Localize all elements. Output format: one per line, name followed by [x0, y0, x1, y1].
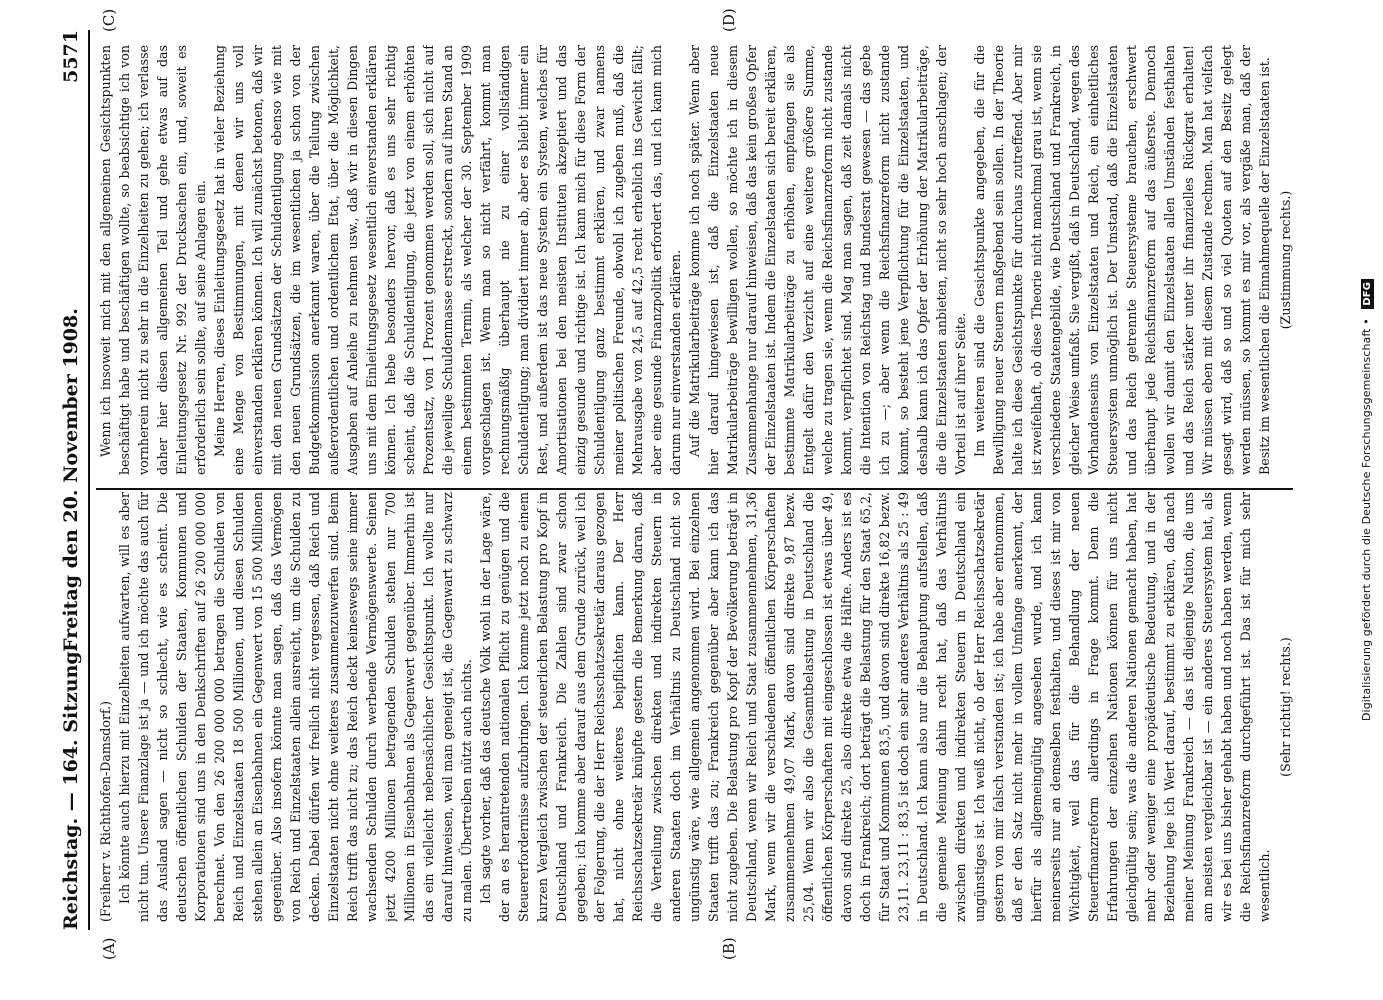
header-date: Freitag den 20. November 1908. [60, 308, 82, 652]
left-column [96, 492, 1293, 922]
paragraph: Wenn ich insoweit mich mit den allgemeinen Gesichtspunkten beschäftigt habe und beschäftigen wollte, so beabsichtige ich von vornherein nicht zu sehr in die Einzelheiten zu gehen; ich verlasse daher hier diesen allgemeinen Teil und gehe etwas auf das Einleitungsgesetz Nr. 992 der Drucksachen ein, und, soweit es erforderlich sein sollte, auf seine Anlagen ein. [98, 45, 208, 475]
margin-marker-a: (A) [100, 937, 118, 960]
margin-marker-d: (D) [720, 8, 738, 32]
paragraph: Im weiteren sind die Gesichtspunkte angegeben, die für die Bewilligung neuer Steuern maßgebend sein sollen. In der Theorie halte ich diese Gesichtspunkte für durchaus zutreffend. Aber mir ist zweifelhaft, ob diese Theorie nicht manchmal grau ist, wenn sie verschiedene Staatengebilde, wie Deutschland und Frankreich, in gleicher Weise umfaßt. Sie vergißt, daß in Deutschland, wegen des Vorhandenseins von Einzelstaaten und Reich, ein einheitliches Steuersystem unmöglich ist. Der Umstand, daß die Einzelstaaten und das Reich getrennte Steuersysteme brauchen, erschwert überhaupt jede Reichsfinanzreform auf das äußerste. Dennoch wollen wir damit den Einzelstaaten allen Umständen festhalten und das Reich stärker unter ihr finanzielles Rückgrat erhalten! Wir müssen eben mit diesem Zustande rechnen. Man hat vielfach gesagt wird, daß so und so viel Quoten auf den Besitz gelegt werden müssen, so kommt es mir vor, als vergäße man, daß der Besitz im wesentlichen die Einnahmequelle der Einzelstaaten ist. [972, 45, 1272, 475]
header-page-number: 5571 [60, 30, 82, 83]
header-rule [88, 30, 90, 930]
credit-text: Digitalisierung gefördert durch die Deutsche Forschungsgemeinschaft • [1360, 318, 1373, 722]
margin-marker-c: (C) [100, 8, 118, 32]
column-divider [96, 488, 1293, 490]
header-session: Reichstag. — 164. Sitzung. [60, 644, 82, 930]
paragraph: Ich sagte vorher, daß das deutsche Volk wohl in der Lage wäre, der an es herantretenden nationalen Pflicht zu genügen und die Steuererfordernisse aufzubringen. Ich komme jetzt noch zu einem kurzen Vergleich zwischen der steuerlichen Belastung pro Kopf in Deutschland und Frankreich. Die Zahlen sind zwar schon gegeben; ich komme aber darauf aus dem Grunde zurück, weil ich der Folgerung, die der Herr Reichsschatzsekretär daraus gezogen hat, nicht ohne weiteres beipflichten kann. Der Herr Reichsschatzsekretär knüpfte gestern die Bemerkung daran, daß die Verteilung zwischen direkten und indirekten Steuern in anderen Staaten doch im Verhältnis zu Deutschland nicht so ungünstig wäre, wie allgemein angenommen wird. Bei einzelnen Staaten trifft das zu; Frankreich gegenüber aber kann ich das nicht zugeben. Die Belastung pro Kopf der Bevölkerung beträgt in Deutschland, wenn wir Reich und Staat zusammennehmen, 31,36 Mark, wenn wir die verschiedenen öffentlichen Körperschaften zusammennehmen 49,07 Mark, davon sind direkte 9,87 bezw. 25,04. Wenn wir also die Gesamtbelastung in Deutschland die öffentlichen Körperschaften mit eingeschlossen ist etwas über 49, davon sind direkte 25, also direkte etwa die Hälfte. Anders ist es doch in Frankreich; dort beträgt die Belastung für den Staat 65,2, für Staat und Kommunen 83,5, und davon sind direkte 16,82 bezw. 23,11. 23,11 : 83,5 ist doch ein sehr anderes Verhältnis als 25 : 49 in Deutschland. Ich kann also nur die Behauptung aufstellen, daß die gemeine Meinung dahin recht hat, daß das Verhältnis zwischen direkten und indirekten Steuern in Deutschland ein ungünstiges ist. Ich weiß nicht, ob der Herr Reichsschatzsekretär gestern von mir falsch verstanden ist; ich habe aber entnommen, daß er den Satz nicht mehr in vollem Umfange anerkennt, der hierfür als allgemeingültig angesehen wurde, und ich kann meinerseits nur an demselben festhalten, und dieses ist mir von Wichtigkeit, weil das für die Behandlung der neuen Steuerfinanzreform allerdings in Frage kommt. Denn die Erfahrungen der einzelnen Nationen können für uns nicht gleichgültig sein; was die anderen Nationen gemacht haben, hat mehr oder weniger eine propädeutische Bedeutung, und in der Beziehung lege ich Wert darauf, bestimmt zu erklären, daß nach meiner Meinung Frankreich — das ist diejenige Nation, die uns am meisten vergleichbar ist — ein anderes Steuersystem hat, als wir es bei uns bisher gehabt haben und noch haben werden, wenn die Reichsfinanzreform durchgeführt ist. Das ist für mich sehr wesentlich. [478, 492, 1272, 922]
applause-note: (Sehr richtig! rechts.) [1278, 637, 1293, 777]
paragraph: Meine Herren, dieses Einleitungsgesetz hat in vieler Beziehung eine Menge von Bestimmungen, mit denen wir uns voll einverstanden erklären können. Ich will zunächst betonen, daß wir mit den neuen Grundsätzen der Schuldentilgung ebenso wie mit den neuen Grundsätzen, die im wesentlichen ja schon von der Budgetkommission anerkannt waren, über die Teilung zwischen außerordentlichen und ordentlichem Etat, über die Möglichkeit, Ausgaben auf Anleihe zu nehmen usw., daß wir in diesen Dingen uns mit dem Einleitungsgesetz wesentlich einverstanden erklären können. Ich hebe besonders hervor, daß es uns sehr richtig scheint, daß die Schuldentilgung, die jetzt von einem erhöhten Prozentsatz, von 1 Prozent genommen werden soll, sich nicht auf die jeweilige Schuldenmasse erstreckt, sondern auf ihren Stand an einem bestimmten Termin, als welcher der 30. September 1909 vorgeschlagen ist. Wenn man so nicht verfährt, kommt man rechnungsmäßig überhaupt nie zu einer vollständigen Schuldentilgung; man dividiert immer ab, aber es bleibt immer ein Rest, und außerdem ist das neue System ein System, welches für Amortisationen bei den meisten Instituten akzeptiert und das einzig gesunde und richtige ist. Ich kann mich für diese Form der Schuldentilgung ganz bestimmt erklären, und zwar namens meiner politischen Freunde, obwohl ich zugeben muß, daß die Mehrausgabe von 24,5 auf 42,5 recht erheblich ins Gewicht fällt; aber eine gesunde Finanzpolitik erfordert das, und ich kann mich darum nur einverstanden erklären. [212, 45, 683, 475]
page-header [60, 30, 86, 930]
speaker-name: (Freiherr v. Richthofen-Damsdorf.) [98, 700, 113, 922]
dfg-logo: DFG [1361, 279, 1374, 309]
applause-note: (Zustimmung rechts.) [1278, 190, 1293, 330]
margin-marker-b: (B) [720, 937, 738, 960]
paragraph: Ich könnte auch hierzu mit Einzelheiten aufwarten, will es aber nicht tun. Unsere Finanzlage ist ja — und ich möchte das auch für das Ausland sagen — nicht so schlecht, wie es scheint. Die deutschen öffentlichen Schulden der Staaten, Kommunen und Korporationen sind uns in den Denkschriften auf 26 200 000 000 berechnet. Von den 26 200 000 000 betragen die Schulden von Reich und Einzelstaaten 18 500 Millionen, und diesen Schulden stehen allein an Eisenbahnen ein Gegenwert von 15 500 Millionen gegenüber. Also insofern könnte man sagen, daß das Vermögen von Reich und Einzelstaaten allein ausreicht, um die Schulden zu decken. Dabei dürfen wir freilich nicht vergessen, daß Reich und Einzelstaaten nicht ohne weiteres zusammenzuwerfen sind. Beim Reich trifft das nicht zu; das Reich deckt keineswegs seine immer wachsenden Schulden durch werbende Vermögenswerte. Seinen jetzt 4200 Millionen betragenden Schulden stehen nur 700 Millionen in Eisenbahnen als Gegenwert gegenüber. Immerhin ist das ein vielleicht nebensächlicher Gesichtspunkt. Ich wollte nur darauf hinweisen, weil man geneigt ist, die Gegenwart zu schwarz zu malen. Übertreiben nützt auch nichts. [117, 492, 474, 922]
right-column [96, 45, 1293, 475]
paragraph: Auf die Matrikularbeiträge komme ich noch später. Wenn aber hier darauf hingewiesen ist, daß die Einzelstaaten neue Matrikularbeiträge bewilligen wollen, so möchte ich in diesem Zusammenhange nur darauf hinweisen, daß das kein großes Opfer der Einzelstaaten ist. Indem die Einzelstaaten sich bereit erklären, bestimmte Matrikularbeiträge zu erhöhen, empfangen sie als Entgelt dafür den Verzicht auf eine weitere größere Summe, welche zu tragen sie, wenn die Reichsfinanzreform nicht zustande kommt, verpflichtet sind. Mag man sagen, daß zeit damals nicht die Intention von Reichstag und Bundesrat gewesen — das gebe ich zu —; aber wenn die Reichsfinanzreform nicht zustande kommt, so besteht jene Verpflichtung für die Einzelstaaten, und deshalb kann ich das Opfer der Erhöhung der Matrikularbeiträge, die die Einzelstaaten anbieten, nicht so sehr hoch anschlagen; der Vorteil ist auf ihrer Seite. [687, 45, 968, 475]
digitization-credit [1360, 0, 1380, 1000]
